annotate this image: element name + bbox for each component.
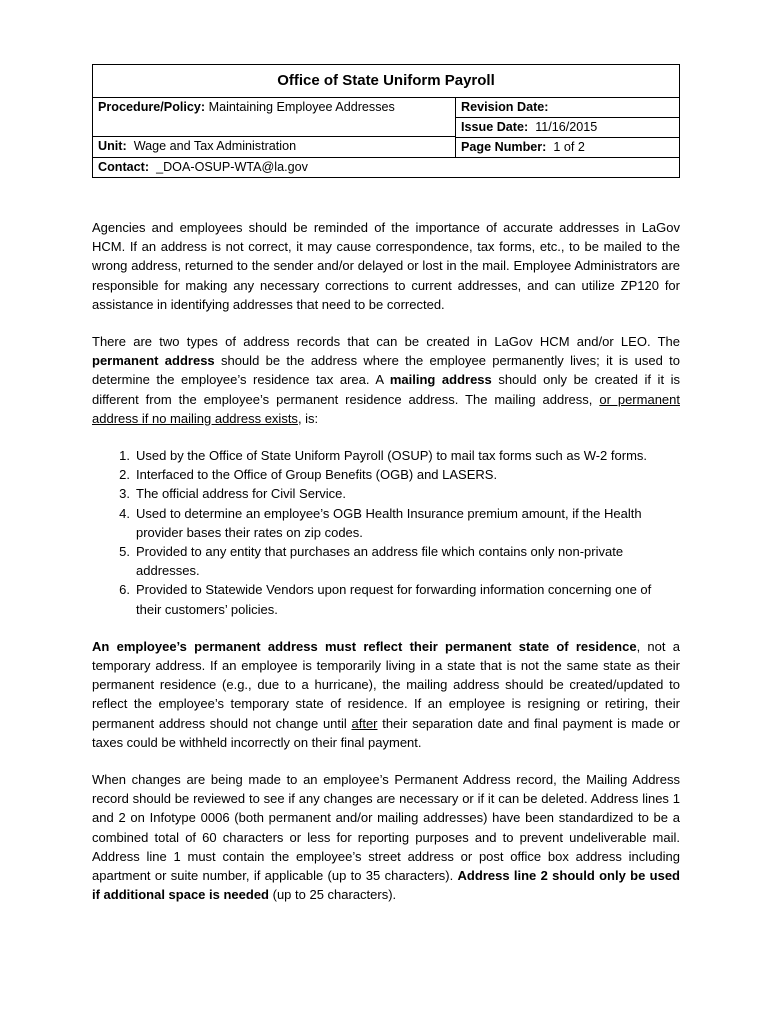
mailing-address-term: mailing address [389,372,492,388]
list-item [92,542,680,580]
p2-text-g: , is: [297,410,319,426]
list-item [92,465,680,484]
p4-text-c: (up to 25 characters). [269,887,397,903]
paragraph-permanent-residence [92,637,680,752]
blank-cell [93,117,455,136]
contact-cell [93,157,679,177]
list-item [92,446,680,465]
p4-text-a: When changes are being made to an employee’s Permanent Address record, the Mailing Address record should be reviewed to see if any changes are necessary or if it can be deleted. Address lines 1 and 2 on Infotype 0006 (both permanent and/or mailing addresses) have been standardized to be a combined total of 60 characters or less for reporting purposes and to prevent undeliverable mail. Address line 1 must contain the employee’s street address or post office box address including apartment or suite number, if applicable (up to 35 characters). [92,772,680,884]
p2-underlined: or permanent address if no mailing address exists [92,391,680,426]
list-item-text: Used to determine an employee’s OGB Health Insurance premium amount, if the Health provider bases their rates on zip codes. [136,505,642,540]
issue-value: 11/16/2015 [535,120,598,134]
header-right-column [456,98,679,157]
p2-text-e: should only be created if it is different from the employee’s permanent residence address. The mailing address, [92,372,680,407]
procedure-value: Maintaining Employee Addresses [208,100,395,114]
page-number-value: 1 of 2 [553,140,585,154]
unit-cell [93,136,455,156]
list-item-text: The official address for Civil Service. [136,486,347,502]
unit-value: Wage and Tax Administration [133,139,297,153]
header-grid [93,98,679,157]
list-item-number: 4. [119,505,130,521]
p2-text-a: There are two types of address records that can be created in LaGov HCM and/or LEO. The [92,334,680,350]
paragraph-intro: Agencies and employees should be reminded of the importance of accurate addresses in LaGov HCM. If an address is not correct, it may cause correspondence, tax forms, etc., to be mailed to the wrong address, returned to the sender and/or delayed or lost in the mail. Employee Administrators are responsible for making any necessary corrections to current addresses, and can utilize ZP120 for assistance in identifying addresses that need to be corrected. [92,220,680,312]
p3-bold: An employee’s permanent address must reflect their permanent state of residence [92,638,637,654]
p2-text-c: should be the address where the employee permanently lives; it is used to determine the employee’s residence tax area. A [92,353,680,388]
p3-underlined: after [351,715,378,731]
contact-value: _DOA-OSUP-WTA@la.gov [156,160,308,174]
list-item-number: 6. [119,582,130,598]
page-title: Office of State Uniform Payroll [93,65,679,98]
contact-label: Contact: [98,160,150,174]
list-item-text: Provided to any entity that purchases an address file which contains only non-private addresses. [136,544,624,579]
header-table [92,64,680,178]
document-page [92,64,680,923]
paragraph-address-lines [92,770,680,904]
p3-text-b: , not a temporary address. If an employee is temporarily living in a state that is not the same state as their permanent residence (e.g., due to a hurricane), the mailing address should be created/updated to reflect the employee’s temporary state of residence. If an employee is resigning or retiring, their permanent address should not change until [92,638,680,731]
procedure-cell [93,98,455,117]
list-item-number: 5. [119,544,130,560]
paragraph-address-types [92,332,680,428]
permanent-address-term: permanent address [92,353,215,369]
list-item [92,484,680,503]
page-number-cell [456,137,679,157]
header-left-column [93,98,456,157]
p4-bold: Address line 2 should only be used if additional space is needed [92,868,680,903]
unit-label: Unit: [98,139,127,153]
revision-label: Revision Date: [461,100,549,114]
list-item-text: Provided to Statewide Vendors upon request for forwarding information concerning one of their customers’ policies. [136,582,652,617]
page-number-label: Page Number: [461,140,547,154]
list-item [92,580,680,618]
list-item-number: 2. [119,467,130,483]
procedure-label: Procedure/Policy: [98,100,206,114]
issue-cell [456,117,679,137]
list-item-number: 1. [119,448,130,464]
revision-cell [456,98,679,117]
issue-label: Issue Date: [461,120,529,134]
list-item-text: Interfaced to the Office of Group Benefits (OGB) and LASERS. [136,467,498,483]
list-item-number: 3. [119,486,130,502]
list-item [92,504,680,542]
usage-list [92,446,680,619]
document-body [92,218,680,905]
list-item-text: Used by the Office of State Uniform Payroll (OSUP) to mail tax forms such as W-2 forms. [136,448,648,464]
p3-text-d: their separation date and final payment is made or taxes could be withheld incorrectly on their final payment. [92,715,681,750]
